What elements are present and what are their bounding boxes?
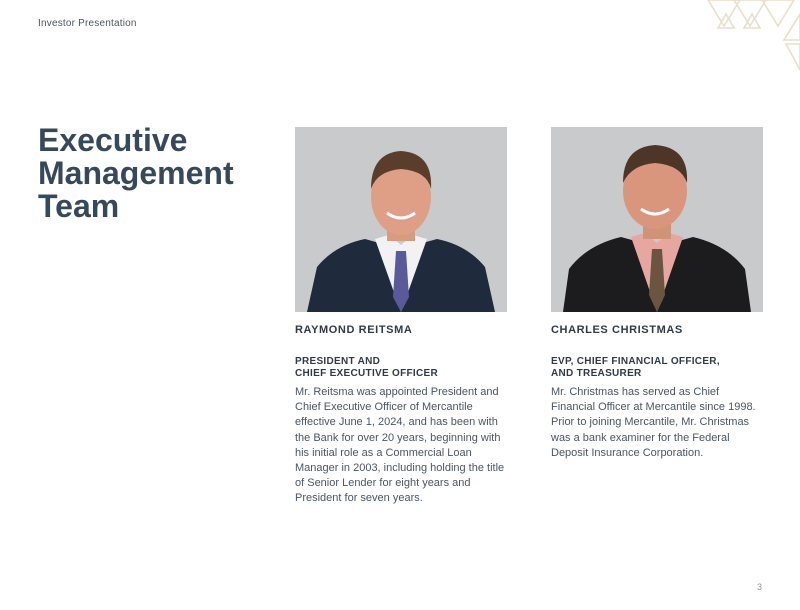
presentation-label: Investor Presentation — [38, 18, 137, 29]
executive-bio: Mr. Reitsma was appointed President and Chief Executive Officer of Mercantile effective June 1, 2024, and has been with the Bank for over 20 years, beginning with his initial role as a Commercial Loan Manager in 2003, including holding the title of Senior Lender for eight years and President for seven years. — [295, 386, 505, 505]
executive-card — [551, 127, 763, 461]
role-line: EVP, CHIEF FINANCIAL OFFICER, — [551, 356, 720, 367]
role-line: CHIEF EXECUTIVE OFFICER — [295, 368, 439, 379]
executive-photo — [551, 127, 763, 312]
title-line: Team — [38, 188, 120, 224]
executive-photo — [295, 127, 507, 312]
page-title — [38, 124, 278, 223]
executive-card — [295, 127, 507, 507]
decorative-triangles — [700, 0, 800, 75]
executive-role — [551, 356, 763, 380]
executive-name: CHARLES CHRISTMAS — [551, 324, 683, 336]
page-number: 3 — [756, 582, 762, 592]
executive-name: RAYMOND REITSMA — [295, 324, 413, 336]
title-line: Management — [38, 155, 234, 191]
role-line: PRESIDENT AND — [295, 356, 381, 367]
executive-role — [295, 356, 507, 380]
title-line: Executive — [38, 122, 188, 158]
role-line: AND TREASURER — [551, 368, 642, 379]
executive-bio: Mr. Christmas has served as Chief Financial Officer at Mercantile since 1998. Prior to joining Mercantile, Mr. Christmas was a bank examiner for the Federal Deposit Insurance Corporation. — [551, 386, 756, 459]
